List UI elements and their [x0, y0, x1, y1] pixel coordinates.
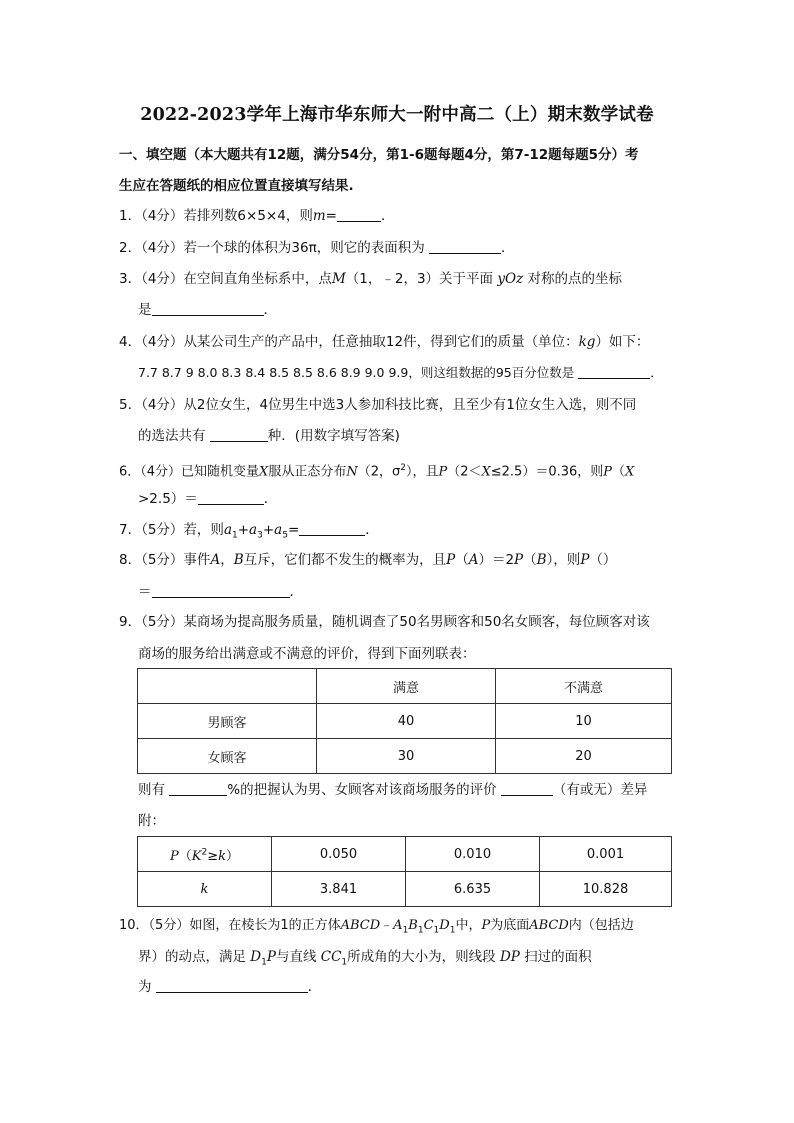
- q10-text-b: 中，: [455, 918, 482, 933]
- table-cell: k: [138, 872, 272, 907]
- q7-sub-1: 1: [232, 530, 238, 541]
- q3-text-d: 是: [138, 302, 152, 318]
- table-cell: 3.841: [272, 872, 406, 907]
- q10-sub: 1: [402, 925, 409, 936]
- q8-var-b: B: [233, 552, 244, 568]
- q10-text-f: 与直线: [275, 949, 317, 965]
- question-9-appendix: [138, 811, 165, 831]
- q10-text-c: 为底面: [490, 918, 530, 933]
- q6-text-h: >2.5）＝: [138, 491, 198, 507]
- q8-text-d: （: [455, 552, 469, 568]
- question-9-cont: [138, 644, 476, 664]
- q10-base: ABCD: [529, 918, 569, 933]
- question-7: [119, 520, 379, 546]
- table-cell: 0.010: [406, 837, 540, 872]
- paren-close: ）: [226, 848, 240, 864]
- q10-p: P: [481, 918, 491, 933]
- q4-end: ．: [650, 365, 663, 380]
- q4-text-b: ）如下：: [595, 334, 650, 350]
- answer-blank[interactable]: [429, 239, 501, 254]
- q3-plane: yOz: [497, 271, 524, 287]
- table-cell: 6.635: [406, 872, 540, 907]
- q8-var-p: P: [446, 552, 456, 568]
- answer-blank[interactable]: [578, 364, 650, 379]
- paren-open: （: [178, 848, 192, 864]
- table-row: [138, 872, 672, 907]
- table-cell: 满意: [317, 669, 496, 704]
- p-var: P: [169, 848, 179, 864]
- q9-text-f: 附：: [138, 813, 165, 829]
- q3-end: ．: [263, 302, 277, 318]
- q5-text-b: 的选法共有: [138, 428, 206, 444]
- q10-p2: P: [266, 949, 276, 965]
- q7-eq: =: [287, 522, 300, 538]
- section-heading-line2: 生应在答题纸的相应位置直接填写结果.: [119, 178, 354, 194]
- q6-var-n: N: [346, 464, 358, 480]
- question-9: [119, 612, 650, 632]
- q8-text-g: ），则: [546, 552, 581, 568]
- answer-blank[interactable]: [169, 781, 227, 796]
- table-row: [138, 739, 672, 774]
- answer-blank[interactable]: [152, 583, 290, 598]
- table-cell: [138, 837, 272, 872]
- q8-text-c: 互斥，它们都不发生的概率为，且: [243, 552, 447, 568]
- page-title: 2022-2023学年上海市华东师大一附中高二（上）期末数学试卷: [140, 105, 654, 125]
- question-8: [119, 550, 616, 570]
- answer-blank[interactable]: [156, 978, 308, 993]
- q8-text-h: （）: [589, 552, 617, 568]
- table-row: [138, 837, 672, 872]
- q8-var-b2: B: [536, 552, 547, 568]
- q10-text-i: 为: [138, 979, 152, 995]
- q8-var-p3: P: [580, 552, 590, 568]
- q7-sub-3: 3: [257, 530, 263, 541]
- q10-sub: 1: [449, 925, 456, 936]
- q10-c: C: [423, 918, 434, 933]
- q6-var-x: X: [259, 464, 269, 480]
- question-8-cont: [138, 582, 303, 602]
- q6-text-a: 6．（4分）已知随机变量: [119, 464, 260, 480]
- question-4: [119, 332, 649, 352]
- answer-blank[interactable]: [152, 301, 264, 316]
- q1-eq: =: [325, 208, 337, 224]
- q6-text-d: ），且: [405, 464, 439, 480]
- q6-text-b: 服从正态分布: [268, 464, 347, 480]
- q7-plus-2: +: [262, 522, 275, 538]
- q10-sub: 1: [433, 925, 440, 936]
- critical-value-table: [137, 836, 672, 907]
- ge-sign: ≥: [207, 848, 219, 864]
- table-cell: [138, 669, 317, 704]
- q1-var: m: [312, 208, 326, 224]
- q7-end: ．: [365, 522, 379, 538]
- contingency-table: [137, 668, 672, 774]
- q8-text-a: 8．（5分）事件: [119, 552, 211, 568]
- q10-end: ．: [307, 979, 322, 995]
- table-header-row: [138, 669, 672, 704]
- table-cell: 20: [496, 739, 672, 774]
- answer-blank[interactable]: [299, 521, 365, 536]
- q6-text-g: （: [612, 464, 626, 480]
- table-cell: 40: [317, 704, 496, 739]
- q7-var-a1: a: [223, 522, 232, 538]
- k-small: k: [218, 848, 226, 864]
- table-cell: 10.828: [540, 872, 672, 907]
- q5-text-a: 5．（4分）从2位女生，4位男生中选3人参加科技比赛，且至少有1位女生入选，则不同: [119, 397, 637, 413]
- question-10-cont2: [138, 977, 321, 997]
- question-9-cont2: [138, 780, 647, 800]
- question-2: [119, 238, 515, 258]
- table-cell: 30: [317, 739, 496, 774]
- q7-var-a3: a: [249, 522, 258, 538]
- q7-plus-1: +: [237, 522, 250, 538]
- q10-cc1: CC: [320, 949, 342, 965]
- q10-text-g: 所成角的大小为，则线段: [347, 949, 496, 965]
- q10-text-h: 扫过的面积: [524, 949, 592, 965]
- q10-text-d: 内（包括边: [568, 918, 634, 933]
- question-6-cont: [138, 489, 277, 509]
- q6-end: ．: [263, 491, 278, 507]
- q8-text-f: （: [523, 552, 537, 568]
- q4-text-a: 4．（4分）从某公司生产的产品中，任意抽取12件，得到它们的质量（单位：: [119, 334, 579, 350]
- q6-text-f: ≤2.5）＝0.36，则: [490, 464, 604, 480]
- q8-text-i: ＝: [138, 584, 152, 600]
- q8-end: ．: [289, 584, 303, 600]
- q10-d1: D: [250, 949, 262, 965]
- q6-text-e: （2＜: [447, 464, 482, 480]
- question-10-cont: [138, 947, 592, 973]
- q1-text: 1．（4分）若排列数6×5×4，则: [119, 208, 313, 224]
- q6-var-p: P: [438, 464, 448, 480]
- q8-text-b: ，: [220, 552, 234, 568]
- q10-b: B: [408, 918, 418, 933]
- table-cell: 0.001: [540, 837, 672, 872]
- q10-text-e: 界）的动点，满足: [138, 949, 246, 965]
- question-5: [119, 395, 636, 415]
- q3-point: M: [331, 271, 346, 287]
- q7-text-a: 7．（5分）若，则: [119, 522, 224, 538]
- q1-end: ．: [380, 208, 395, 224]
- table-cell: 男顾客: [138, 704, 317, 739]
- q6-var-p2: P: [603, 464, 613, 480]
- q3-text-a: 3．（4分）在空间直角坐标系中，点: [119, 271, 332, 287]
- question-5-cont: [138, 426, 400, 446]
- q6-sup: 2: [400, 463, 406, 473]
- q9-text-e: （有或无）差异: [552, 782, 648, 798]
- question-1: [119, 206, 394, 226]
- table-cell: 不满意: [496, 669, 672, 704]
- q9-text-a: 9．（5分）某商场为提高服务质量，随机调查了50名男顾客和50名女顾客，每位顾客对该: [119, 614, 650, 630]
- question-4-cont: [138, 363, 663, 383]
- q6-var-x2: X: [481, 464, 491, 480]
- q8-var-a: A: [210, 552, 221, 568]
- section-heading-line1: 一、填空题（本大题共有12题，满分54分，第1-6题每题4分，第7-12题每题5分）考: [119, 147, 639, 163]
- q9-text-b: 商场的服务给出满意或不满意的评价，得到下面列联表：: [138, 646, 476, 662]
- q10-sub: 1: [417, 925, 424, 936]
- q3-text-c: 对称的点的坐标: [527, 271, 622, 287]
- q8-var-p2: P: [514, 552, 524, 568]
- q6-text-c: （2，σ: [357, 464, 401, 480]
- answer-blank[interactable]: [337, 207, 381, 222]
- q9-text-c: 则有: [138, 782, 165, 798]
- q7-var-a5: a: [274, 522, 283, 538]
- table-cell: 女顾客: [138, 739, 317, 774]
- table-row: [138, 704, 672, 739]
- q7-sub-5: 5: [282, 530, 288, 541]
- q10-cube-base: ABCD: [340, 918, 381, 933]
- q2-end: ．: [501, 240, 515, 256]
- q10-sub: 1: [341, 957, 348, 968]
- k-var: K: [191, 848, 202, 864]
- q10-sub: 1: [261, 957, 267, 968]
- question-6: [119, 458, 634, 482]
- q9-text-d: %的把握认为男、女顾客对该商场服务的评价: [227, 782, 497, 798]
- question-3-cont: [138, 300, 277, 320]
- q8-text-e: ）＝2: [478, 552, 515, 568]
- answer-blank[interactable]: [198, 490, 264, 505]
- q10-d: D: [439, 918, 450, 933]
- answer-blank[interactable]: [210, 427, 268, 442]
- q4-data: 7.7 8.7 9 8.0 8.3 8.4 8.5 8.5 8.6 8.9 9.0 9.9，则这组数据的95百分位数是: [138, 365, 575, 380]
- q10-dp: DP: [499, 949, 520, 965]
- q10-dash: ﹣: [380, 918, 394, 933]
- q3-text-b: （1，﹣2，3）关于平面: [345, 271, 494, 287]
- table-cell: 10: [496, 704, 672, 739]
- q5-text-c: 种．(用数字填写答案): [267, 428, 400, 444]
- q4-unit: kg: [578, 334, 596, 350]
- q2-text: 2．（4分）若一个球的体积为36π，则它的表面积为: [119, 240, 425, 256]
- table-cell: 0.050: [272, 837, 406, 872]
- question-10: [119, 916, 634, 941]
- q6-var-x3: X: [625, 464, 635, 480]
- answer-blank[interactable]: [501, 781, 553, 796]
- q10-a: A: [393, 918, 403, 933]
- q8-var-a2: A: [468, 552, 479, 568]
- question-3: [119, 269, 622, 289]
- sup-2: 2: [201, 847, 208, 858]
- q10-text-a: 10．（5分）如图，在棱长为1的正方体: [119, 918, 341, 933]
